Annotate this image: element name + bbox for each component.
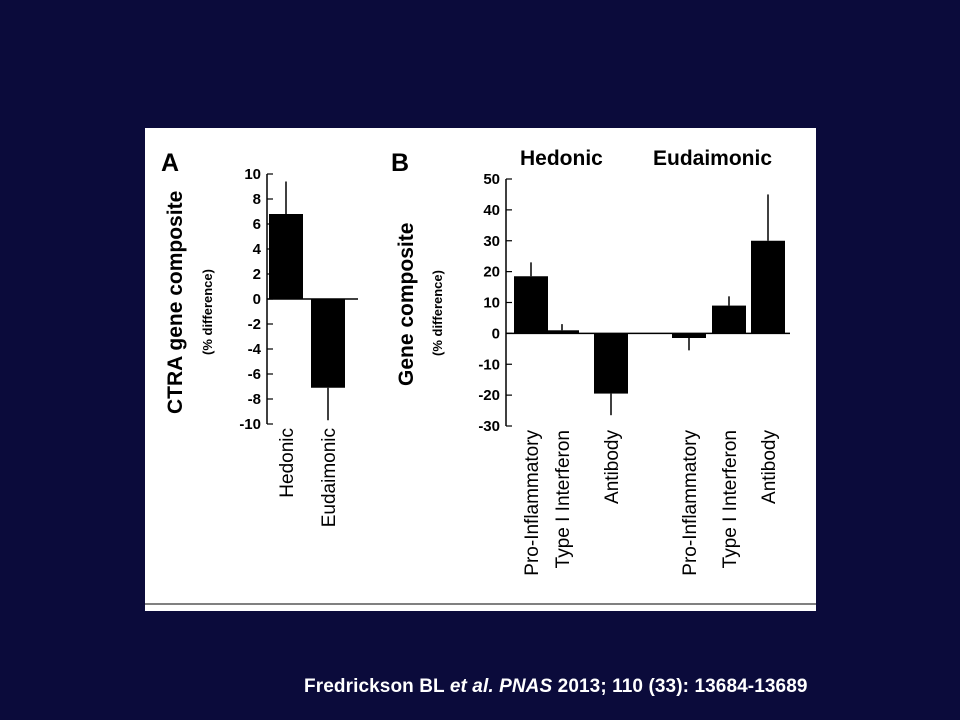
panel-a-y-tick-label: 10 [244, 166, 261, 183]
panel-a-y-tick-label: -4 [247, 341, 261, 358]
panel-a-bar [269, 214, 303, 299]
panel-b-y-tick-label: 20 [483, 263, 500, 281]
panel-b-y-tick-label: -10 [478, 356, 500, 374]
panel-a-y-axis-subtitle: (% difference) [200, 269, 215, 355]
citation [304, 676, 808, 698]
panel-a-y-tick-label: -8 [247, 391, 261, 408]
panel-a-label: A [161, 149, 180, 177]
panel-b-category-label: Antibody [602, 430, 623, 504]
panel-a-y-tick-label: 2 [252, 266, 261, 283]
panel-b-y-tick-label: 40 [483, 201, 500, 219]
panel-b-y-tick-label: -20 [478, 387, 500, 405]
citation-authors: Fredrickson BL [304, 676, 450, 697]
panel-b-y-axis-subtitle: (% difference) [430, 270, 445, 356]
panel-b-bar [594, 333, 628, 393]
panel-b-bar [712, 306, 746, 334]
panel-b-bar [751, 241, 785, 334]
panel-a-bar [311, 299, 345, 388]
panel-b-label: B [391, 149, 410, 177]
panel-a-y-tick-label: 4 [252, 241, 261, 258]
panel-b-y-tick-label: 30 [483, 232, 500, 250]
panel-b-bar [514, 276, 548, 333]
panel-a-category-label: Hedonic [277, 428, 298, 498]
panel-a-y-tick-label: 8 [252, 191, 261, 208]
panel-b-y-axis-title: Gene composite [395, 222, 418, 386]
panel-a-y-tick-label: -10 [239, 416, 261, 433]
panel-a-y-tick-label: 6 [252, 216, 261, 233]
panel-a-category-label: Eudaimonic [319, 428, 340, 528]
panel-b-category-label: Antibody [759, 430, 780, 504]
panel-a-y-tick-label: -2 [247, 316, 261, 333]
figure-svg [145, 128, 816, 611]
panel-b-category-label: Pro-Inflammatory [522, 430, 543, 576]
panel-b-category-label: Pro-Inflammatory [680, 430, 701, 576]
figure-panel [145, 128, 816, 611]
citation-etal: et al. PNAS [449, 676, 553, 697]
panel-b-category-label: Type I Interferon [553, 430, 574, 569]
panel-b-y-tick-label: 50 [483, 171, 500, 188]
panel-b-y-tick-label: 0 [491, 325, 500, 343]
panel-b-y-tick-label: -30 [478, 418, 500, 435]
panel-b-bar [672, 333, 706, 338]
panel-b-y-tick-label: 10 [483, 294, 500, 312]
panel-a-y-tick-label: 0 [252, 291, 261, 308]
panel-b-group-label-eudaimonic: Eudaimonic [653, 147, 773, 170]
panel-b-group-label-hedonic: Hedonic [520, 147, 603, 170]
panel-a-y-axis-title: CTRA gene composite [164, 190, 187, 414]
citation-details: 2013; 110 (33): 13684-13689 [552, 676, 808, 697]
panel-b-category-label: Type I Interferon [720, 430, 741, 569]
panel-a-y-tick-label: -6 [247, 366, 261, 383]
panel-b-bar [545, 330, 579, 333]
